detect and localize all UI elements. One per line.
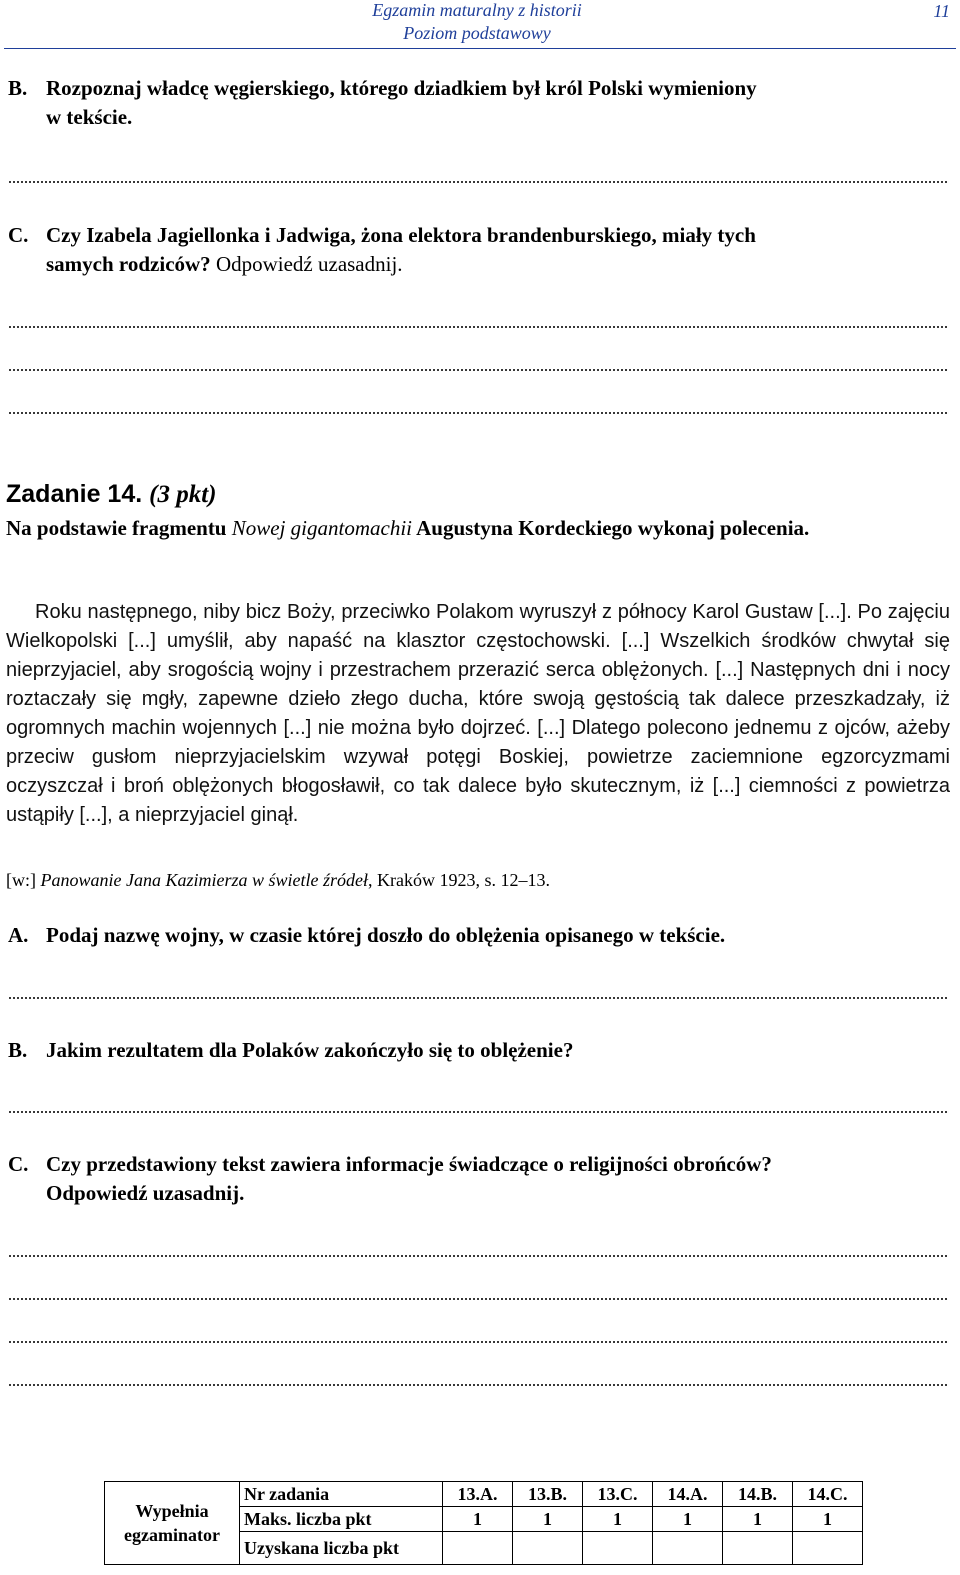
question-label: B. <box>8 1038 28 1062</box>
question-13c <box>8 221 950 281</box>
question-label: B. <box>8 76 28 100</box>
question-text-bold: samych rodziców? <box>46 252 211 276</box>
question-text-line1: Rozpoznaj władcę węgierskiego, którego dziadkiem był król Polski wymieniony <box>46 76 757 100</box>
examiner-label <box>105 1482 240 1565</box>
answer-line[interactable] <box>8 994 949 1002</box>
answer-line[interactable] <box>8 409 949 417</box>
citation-prefix: [w:] <box>6 870 36 890</box>
task-number-cell: 13.C. <box>583 1482 653 1507</box>
answer-line[interactable] <box>8 1108 949 1116</box>
answer-line[interactable] <box>8 1295 949 1303</box>
question-14c <box>8 1150 950 1210</box>
header-exam-title: Egzamin maturalny z historii <box>372 0 582 20</box>
max-points-cell: 1 <box>653 1507 723 1532</box>
header-level: Poziom podstawowy <box>403 23 551 43</box>
task-number-cell: 13.A. <box>443 1482 513 1507</box>
question-14b <box>8 1036 950 1066</box>
question-text-line2: Odpowiedź uzasadnij. <box>46 1181 245 1205</box>
answer-line[interactable] <box>8 323 949 331</box>
task-number: Zadanie 14. <box>6 480 143 508</box>
question-label: A. <box>8 923 29 947</box>
task-points: (3 pkt) <box>149 481 217 508</box>
obtained-points-cell[interactable] <box>443 1532 513 1565</box>
obtained-points-cell[interactable] <box>653 1532 723 1565</box>
question-label: C. <box>8 223 29 247</box>
max-points-cell: 1 <box>793 1507 863 1532</box>
question-text-line1: Czy przedstawiony tekst zawiera informacje świadczące o religijności obrońców? <box>46 1152 772 1176</box>
obtained-points-cell[interactable] <box>583 1532 653 1565</box>
question-14a <box>8 921 950 951</box>
answer-line[interactable] <box>8 366 949 374</box>
answer-line[interactable] <box>8 1381 949 1389</box>
question-text-line2 <box>46 250 950 279</box>
citation-title: Panowanie Jana Kazimierza w świetle źródeł <box>40 870 368 890</box>
max-points-cell: 1 <box>513 1507 583 1532</box>
instruction-part2: Augustyna Kordeckiego wykonaj polecenia. <box>416 516 810 540</box>
source-citation <box>6 868 550 892</box>
source-excerpt: Roku następnego, niby bicz Boży, przeciwko Polakom wyruszył z północy Karol Gustaw [...]. Po zajęciu Wielkopolski [...] umyślił, aby napaść na klasztor częstochowski. [...] Wszelkich środków chwytał się nieprzyjaciel, aby srogością wojny i przestrachem przerazić serca oblężonych. [...] Następnych dni i nocy roztaczały się mgły, zapewne dzieło złego ducha, które swoją gęstością tak dalece przeszkadzały, iż ogromnych machin wojennych [...] nie można było dojrzeć. [...] Dlatego polecono jednemu z ojców, ażeby przeciw gusłom nieprzyjacielskim wzywał potęgi Boskiej, powietrze zaciemnione egzorcyzmami oczyszczał i broń oblężonych błogosławił, co tak dalece było skutecznym, iż [...] ciemności z powietrza ustąpiły [...], a nieprzyjaciel ginął. <box>6 601 950 826</box>
instruction-work-title: Nowej gigantomachii <box>231 516 412 540</box>
task-number-cell: 14.C. <box>793 1482 863 1507</box>
task-number-cell: 14.A. <box>653 1482 723 1507</box>
examiner-label-line2: egzaminator <box>124 1525 220 1545</box>
page-number: 11 <box>933 1 950 21</box>
answer-line[interactable] <box>8 178 949 186</box>
instruction-part1: Na podstawie fragmentu <box>6 516 227 540</box>
answer-line[interactable] <box>8 1252 949 1260</box>
task-instruction <box>6 513 950 543</box>
question-text: Jakim rezultatem dla Polaków zakończyło się to oblężenie? <box>46 1038 574 1062</box>
obtained-points-cell[interactable] <box>723 1532 793 1565</box>
max-points-cell: 1 <box>583 1507 653 1532</box>
scoring-table <box>104 1481 863 1565</box>
question-text-normal: Odpowiedź uzasadnij. <box>215 252 403 276</box>
question-text-line2: w tekście. <box>46 105 133 129</box>
citation-suffix: , Kraków 1923, s. 12–13. <box>368 870 550 890</box>
question-label: C. <box>8 1152 29 1176</box>
question-13b <box>8 74 950 134</box>
task-number-cell: 14.B. <box>723 1482 793 1507</box>
question-text: Podaj nazwę wojny, w czasie której doszło do oblężenia opisanego w tekście. <box>46 923 726 947</box>
answer-line[interactable] <box>8 1338 949 1346</box>
obtained-points-cell[interactable] <box>793 1532 863 1565</box>
row-label-task-number: Nr zadania <box>240 1482 443 1507</box>
task-title <box>6 480 216 509</box>
header-divider <box>4 48 956 49</box>
row-label-obtained-points: Uzyskana liczba pkt <box>240 1532 443 1565</box>
question-text-line1: Czy Izabela Jagiellonka i Jadwiga, żona elektora brandenburskiego, miały tych <box>46 223 756 247</box>
row-label-max-points: Maks. liczba pkt <box>240 1507 443 1532</box>
obtained-points-cell[interactable] <box>513 1532 583 1565</box>
max-points-cell: 1 <box>443 1507 513 1532</box>
task-number-cell: 13.B. <box>513 1482 583 1507</box>
examiner-label-line1: Wypełnia <box>135 1501 209 1521</box>
max-points-cell: 1 <box>723 1507 793 1532</box>
